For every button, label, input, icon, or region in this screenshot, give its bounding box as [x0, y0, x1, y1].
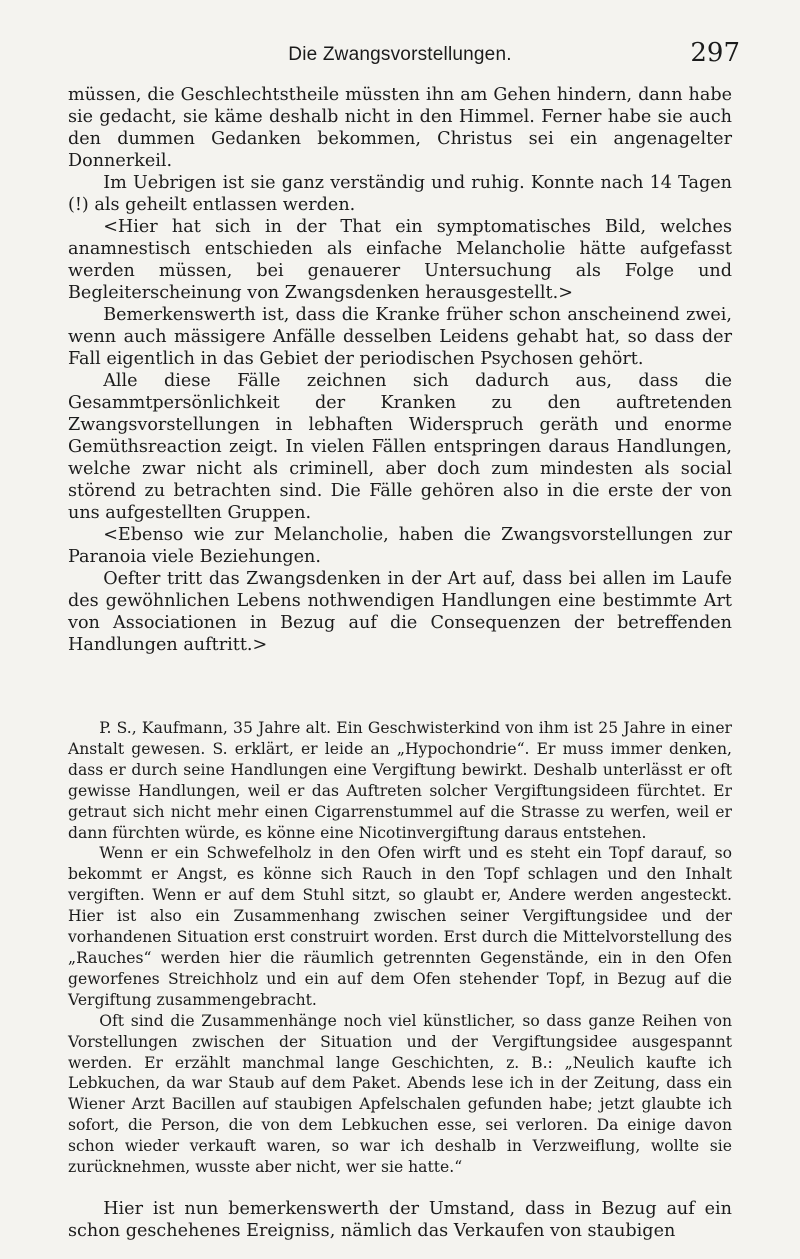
paragraph: Bemerkenswerth ist, dass die Kranke früher schon anscheinend zwei, wenn auch mässigere Anfälle desselben Leidens gehabt hat, so dass der Fall eigentlich in das Gebiet der periodischen Psychosen gehört. [68, 305, 732, 369]
paragraph: Alle diese Fälle zeichnen sich dadurch aus, dass die Gesammtpersönlichkeit der Kranken zu den auftretenden Zwangsvorstellungen in lebhaften Widerspruch geräth und enorme Gemüthsreaction zeigt. In vielen Fällen entspringen daraus Handlungen, welche zwar nicht als criminell, aber doch zum mindesten als social störend zu betrachten sind. Die Fälle gehören also in die erste der von uns aufgestellten Gruppen. [68, 371, 732, 523]
case-report [68, 718, 732, 1178]
case-paragraph: Wenn er ein Schwefelholz in den Ofen wirft und es steht ein Topf darauf, so bekommt er Angst, es könne sich Rauch in den Topf schlagen und den Inhalt vergiften. Wenn er auf dem Stuhl sitzt, so glaubt er, Andere werden angesteckt. Hier ist also ein Zusammenhang zwischen seiner Vergiftungsidee und der vorhandenen Situation erst construirt worden. Erst durch die Mittelvorstellung des „Rauches“ werden hier die räumlich getrennten Gegenstände, ein in den Ofen geworfenes Streichholz und ein auf dem Ofen stehender Topf, in Bezug auf die Vergiftung zusammengebracht. [68, 844, 732, 1009]
closing-text [68, 1198, 732, 1242]
page-header [60, 38, 740, 74]
paragraph: müssen, die Geschlechtstheile müssten ihn am Gehen hindern, dann habe sie gedacht, sie käme deshalb nicht in den Himmel. Ferner habe sie auch den dummen Gedanken bekommen, Christus sei ein angenagelter Donnerkeil. [68, 85, 732, 171]
main-text [68, 84, 732, 656]
paragraph: <Ebenso wie zur Melancholie, haben die Zwangsvorstellungen zur Paranoia viele Beziehungen. [68, 525, 732, 567]
case-paragraph: P. S., Kaufmann, 35 Jahre alt. Ein Geschwisterkind von ihm ist 25 Jahre in einer Anstalt gewesen. S. erklärt, er leide an „Hypochondrie“. Er muss immer denken, dass er durch seine Handlungen eine Vergiftung bewirkt. Deshalb unterlässt er oft gewisse Handlungen, weil er das Auftreten solcher Vergiftungsideen fürchtet. Er getraut sich nicht mehr einen Cigarrenstummel auf die Strasse zu werfen, weil er dann fürchten würde, es könne eine Nicotinvergiftung daraus entstehen. [68, 719, 732, 842]
paragraph: <Hier hat sich in der That ein symptomatisches Bild, welches anamnestisch entschieden als einfache Melancholie hätte aufgefasst werden müssen, bei genauerer Untersuchung als Folge und Begleiterscheinung von Zwangsdenken herausgestellt.> [68, 217, 732, 303]
page-number: 297 [690, 38, 740, 68]
case-paragraph: Oft sind die Zusammenhänge noch viel künstlicher, so dass ganze Reihen von Vorstellungen zwischen der Situation und der Vergiftungsidee ausgespannt werden. Er erzählt manchmal lange Geschichten, z. B.: „Neulich kaufte ich Lebkuchen, da war Staub auf dem Paket. Abends lese ich in der Zeitung, dass ein Wiener Arzt Bacillen auf staubigen Apfelschalen gefunden habe; jetzt glaubte ich sofort, die Person, die von dem Lebkuchen esse, sei verloren. Da einige davon schon wieder verkauft waren, so war ich deshalb in Verzweiflung, wollte sie zurücknehmen, wusste aber nicht, wer sie hatte.“ [68, 1011, 732, 1177]
paragraph: Hier ist nun bemerkenswerth der Umstand, dass in Bezug auf ein schon geschehenes Ereigniss, nämlich das Verkaufen von staubigen [68, 1199, 732, 1241]
running-title: Die Zwangsvorstellungen. [288, 44, 512, 65]
paragraph: Im Uebrigen ist sie ganz verständig und ruhig. Konnte nach 14 Tagen (!) als geheilt entlassen werden. [68, 173, 732, 215]
paragraph: Oefter tritt das Zwangsdenken in der Art auf, dass bei allen im Laufe des gewöhnlichen Lebens nothwendigen Handlungen eine bestimmte Art von Associationen in Bezug auf die Consequenzen der betreffenden Handlungen auftritt.> [68, 569, 732, 655]
